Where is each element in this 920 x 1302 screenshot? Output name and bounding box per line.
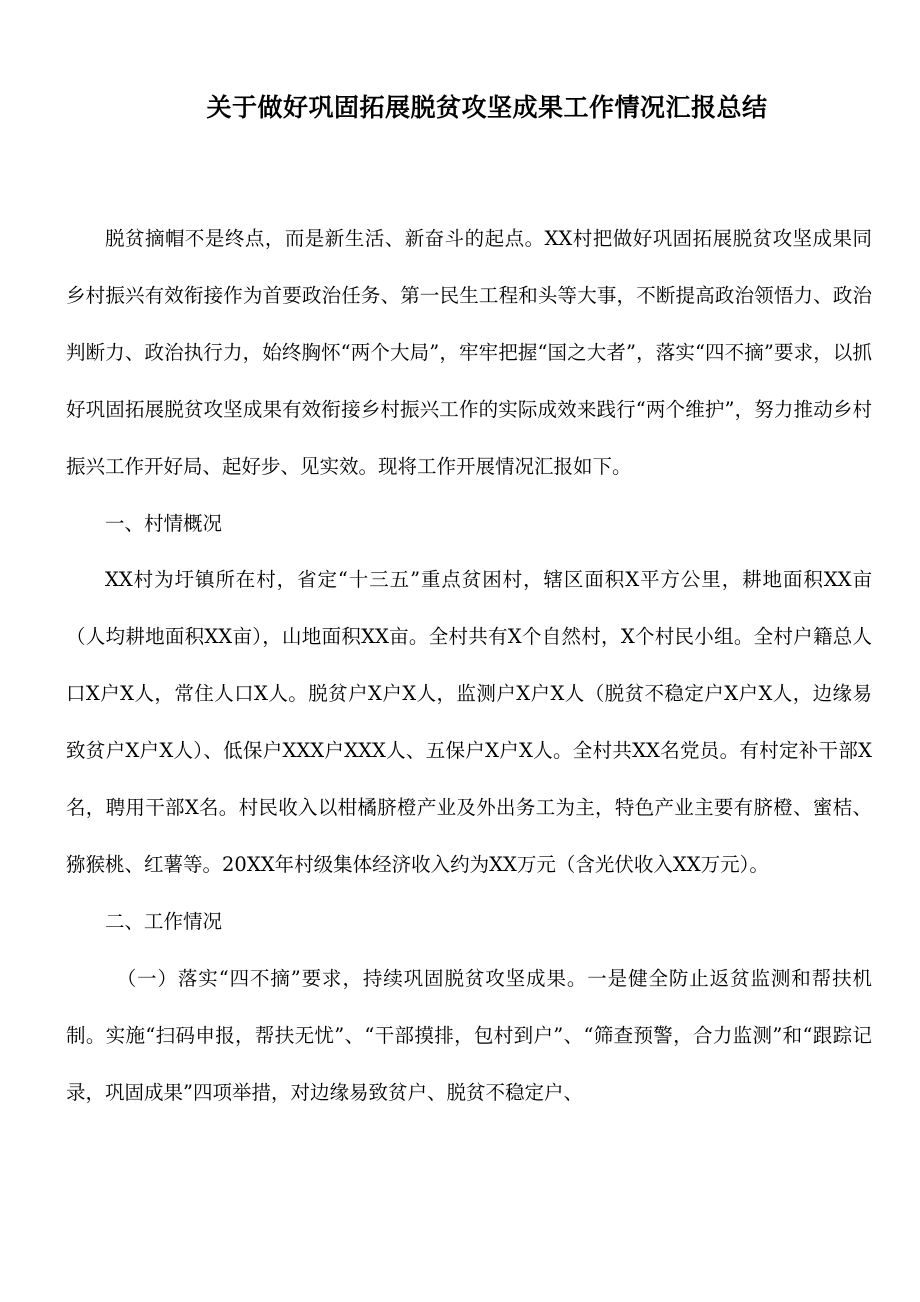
section-heading-village-overview: 一、村情概况 — [105, 511, 223, 535]
document-title: 关于做好巩固拓展脱贫攻坚成果工作情况汇报总结 — [206, 93, 768, 122]
section-heading-work-status: 二、工作情况 — [105, 909, 223, 933]
village-overview-paragraph: XX村为圩镇所在村，省定“十三五”重点贫困村，辖区面积X平方公里，耕地面积XX亩（人均耕地面积XX亩），山地面积XX亩。全村共有X个自然村，X个村民小组。全村户籍总人口X户X人，常住人口X人。脱贫户X户X人，监测户X户X人（脱贫不稳定户X户X人，边缘易致贫户X户X人）、低保户XXX户XXX人、五保户X户X人。全村共XX名党员。有村定补干部X名，聘用干部X名。村民收入以柑橘脐橙产业及外出务工为主，特色产业主要有脐橙、蜜桔、猕猴桃、红薯等。20XX年村级集体经济收入约为XX万元（含光伏收入XX万元）。 — [66, 568, 872, 876]
intro-paragraph: 脱贫摘帽不是终点，而是新生活、新奋斗的起点。XX村把做好巩固拓展脱贫攻坚成果同乡村振兴有效衔接作为首要政治任务、第一民生工程和头等大事，不断提高政治领悟力、政治判断力、政治执行力，始终胸怀“两个大局”，牢牢把握“国之大者”，落实“四不摘”要求，以抓好巩固拓展脱贫攻坚成果有效衔接乡村振兴工作的实际成效来践行“两个维护”，努力推动乡村振兴工作开好局、起好步、见实效。现将工作开展情况汇报如下。 — [66, 227, 872, 478]
work-status-subsection-1: （一）落实“四不摘”要求，持续巩固脱贫攻坚成果。一是健全防止返贫监测和帮扶机制。实施“扫码申报，帮扶无忧”、“干部摸排，包村到户”、“筛查预警，合力监测”和“跟踪记录，巩固成果”四项举措，对边缘易致贫户、脱贫不稳定户、 — [66, 966, 872, 1104]
document-body — [66, 211, 872, 1122]
